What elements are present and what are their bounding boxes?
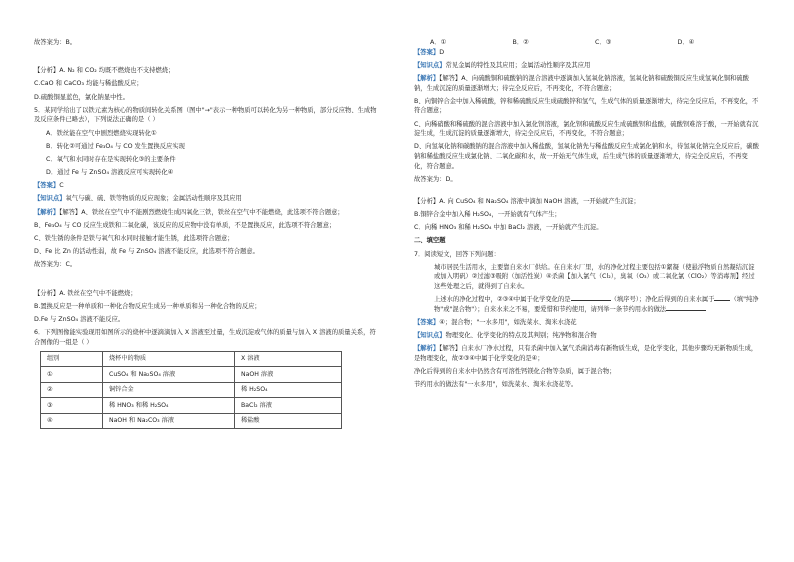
knowledge-text: 常见金属的特性及其应用；金属活动性顺序及其应用 xyxy=(445,61,591,69)
knowledge-label: 【知识点】 xyxy=(34,195,66,203)
final-answer: 故答案为：D。 xyxy=(414,175,457,183)
explanation-label: 【解析】 xyxy=(414,74,440,82)
analysis-line: C．向稀 HNO₃ 和稀 H₂SO₄ 中加 BaCl₂ 溶液，一开始就产生沉淀。 xyxy=(414,224,603,232)
analysis-line: C.CaO 和 CaCO₃ 均能与稀盐酸反应； xyxy=(34,80,143,88)
analysis-line: D.硫酸铜显蓝色，氯化钠显中性。 xyxy=(34,93,130,101)
explanation-line: C、铁生锈的条件是铁与氧气和水同时接触才能生锈，此选项符合题意； xyxy=(34,235,234,243)
knowledge-row xyxy=(414,61,760,71)
explanation-text: 【解答】自来水厂净水过程，只有杀菌中加入氯气杀菌消毒有新物质生成，是化学变化，其他步骤均无新物质生成，是物理变化，故②③④中属于化学变化的是④； xyxy=(414,345,758,362)
answer-row xyxy=(414,318,760,328)
blank-text: （填序号）；净化后得到的自来水属于 xyxy=(610,296,715,304)
answer-label: 【答案】 xyxy=(34,182,60,190)
explanation-row xyxy=(34,208,380,218)
table-cell: BaCl₂ 溶液 xyxy=(235,398,342,414)
explanation-text: 【解答】A、铁丝在空气中不能剧烈燃烧生成四氧化三铁，铁丝在空气中不能燃烧，此选项不符合题意； xyxy=(59,208,344,216)
explanation-row xyxy=(414,74,760,93)
answer-value: D xyxy=(439,48,445,56)
answer-blank xyxy=(666,305,706,311)
explanation-label: 【解析】 xyxy=(34,208,60,216)
table-row xyxy=(41,367,342,383)
table-cell: ③ xyxy=(41,398,103,414)
table-cell: ④ xyxy=(41,413,103,429)
option-a: A．① xyxy=(430,39,447,46)
question-5-stem: 5．某同学给出了以铁元素为核心的物质间转化关系图（图中"→"表示一种物质可以转化为另一种物质，部分反应物、生成物及反应条件已略去），下列说法正确的是（ ） xyxy=(34,106,377,124)
table-cell: 稀 H₂SO₄ xyxy=(235,382,342,398)
table-header-row xyxy=(41,351,342,367)
explanation-row xyxy=(414,344,760,363)
option-b: B．转化②可通过 Fe₃O₄ 与 CO 发生置换反应实现 xyxy=(46,142,185,150)
table-row xyxy=(41,382,342,398)
answer-label: 【答案】 xyxy=(414,318,440,326)
option-d: D．④ xyxy=(677,39,695,46)
explanation-line: D、向氢氧化钠和碳酸钠的混合溶液中加入稀盐酸，氢氧化钠先与稀盐酸反应生成氯化钠和水，待氢氧化钠完全反应后，碳酸钠和稀盐酸反应生成氯化钠、二氧化碳和水，故一开始无气体生成，后生成气体的质量逐渐增大，待完全反应后，不再变化，符合题意。 xyxy=(414,143,759,170)
knowledge-row xyxy=(34,194,380,204)
table-cell: NaOH 溶液 xyxy=(235,367,342,383)
knowledge-text: 氧气与碳、硫、铁等物质的反应现象；金属活动性顺序及其应用 xyxy=(65,195,242,203)
table-header-cell: 组别 xyxy=(41,351,103,367)
table-cell: 稀 HNO₃ 和稀 H₂SO₄ xyxy=(103,398,235,414)
analysis-line: B.铜锌合金中加入稀 H₂SO₄，一开始就有气体产生； xyxy=(414,211,561,219)
blank-text: （填"纯净物"或"混合物"）；自来水来之不易，要爱惜和节约使用，请列举一条节约用水的做法 xyxy=(434,296,759,313)
knowledge-label: 【知识点】 xyxy=(414,61,446,69)
explanation-line: B、向铜锌合金中加入稀硫酸，锌和稀硫酸反应生成硫酸锌和氢气，生成气体的质量逐渐增大，待完全反应后，不再变化，不符合题意； xyxy=(414,97,759,115)
explanation-line: 节约用水的做法有"一水多用"，如洗菜水、淘米水浇花等。 xyxy=(414,381,578,389)
knowledge-label: 【知识点】 xyxy=(414,332,446,340)
option-d: D．通过 Fe 与 ZnSO₄ 溶液反应可实现转化④ xyxy=(46,169,174,177)
question-6-stem: 6．下列图像能实验现用如图所示的烧杯中逐滴滴加入 X 溶液至过量，生成沉淀或气体的质量与加入 X 溶液的质量关系，符合图像的一组是（ ） xyxy=(34,329,376,346)
table-cell: 稀盐酸 xyxy=(235,413,342,429)
explanation-label: 【解析】 xyxy=(414,345,440,353)
answer-blank xyxy=(571,295,611,301)
table-header-cell: X 溶液 xyxy=(235,351,342,367)
answer-row xyxy=(34,181,380,191)
answer-blank xyxy=(714,295,730,301)
option-a: A．铁丝能在空气中剧烈燃烧实现转化① xyxy=(46,129,157,137)
answer-value: C xyxy=(59,182,64,190)
knowledge-text: 物理变化、化学变化的特点及其判别；纯净物和混合物 xyxy=(445,332,597,340)
left-column xyxy=(34,38,380,429)
answer-value: ④；混合物；"一水多用"，如洗菜水、淘米水浇花 xyxy=(439,318,577,326)
explanation-line: B、Fe₃O₄ 与 CO 反应生成铁和二氧化碳，该反应的反应物中没有单质，不是置换反应，此选项不符合题意； xyxy=(34,221,336,229)
final-answer: 故答案为：C。 xyxy=(34,261,77,269)
explanation-line: D、Fe 比 Zn 的活动性弱，故 Fe 与 ZnSO₄ 溶液不能反应，此选项不符合题意。 xyxy=(34,248,259,256)
table-cell: ① xyxy=(41,367,103,383)
table-row xyxy=(41,413,342,429)
table-cell: ② xyxy=(41,382,103,398)
analysis-line: B.置换反应是一种单质和一种化合物反应生成另一种单质和另一种化合物的反应； xyxy=(34,302,261,310)
option-c: C．③ xyxy=(595,39,612,46)
passage-paragraph: 城市居民生活用水，主要靠自来水厂供给。在自来水厂里，水的净化过程主要包括①絮凝（使悬浮物质自然凝结沉淀或加入明矾）②过滤③吸附（加活性炭）④杀菌【加入氯气（Cl₂），臭氧（O₃）或二氧化氯（ClO₂）等消毒剂】经过这些处理之后，就得到了自来水。 xyxy=(434,263,755,290)
option-b: B．② xyxy=(512,39,529,46)
table-cell: 铜锌合金 xyxy=(103,382,235,398)
explanation-line: C、向稀硝酸和稀硫酸的混合溶液中加入氯化钡溶液，氯化钡和硫酸反应生成硫酸钡和盐酸，硫酸钡难溶于酸，一开始就有沉淀生成，生成沉淀的质量逐渐增大，待完全反应后，不再变化，不符合题意； xyxy=(414,120,759,138)
answer-row xyxy=(414,48,760,58)
table-row xyxy=(41,398,342,414)
answer-line: 故答案为：B。 xyxy=(34,39,77,46)
explanation-line: 净化后得到的自来水中仍然含有可溶性钙镁化合物等杂质，属于混合物； xyxy=(414,368,616,376)
table-cell: CuSO₄ 和 Na₂SO₄ 溶液 xyxy=(103,367,235,383)
analysis-line: 【分析】A. N₂ 和 CO₂ 均既不燃烧也不支持燃烧； xyxy=(34,67,175,75)
analysis-line: D.Fe 与 ZnSO₄ 溶液不能反应。 xyxy=(34,315,125,323)
analysis-line: 【分析】A. 铁丝在空气中不能燃烧； xyxy=(34,289,137,297)
experiment-table xyxy=(40,351,342,430)
analysis-line: 【分析】A. 向 CuSO₄ 和 Na₂SO₄ 溶液中滴加 NaOH 溶液，一开始就产生沉淀； xyxy=(414,197,640,205)
table-cell: NaOH 和 Na₂CO₃ 溶液 xyxy=(103,413,235,429)
right-column xyxy=(414,38,760,394)
section-title: 二、填空题 xyxy=(414,237,446,245)
question-6-options xyxy=(414,38,760,48)
explanation-text: 【解答】A、向硫酸铜和硫酸钠的混合溶液中逐滴加入氢氧化钠溶液，氢氧化钠和硫酸铜反应生成氢氧化铜和硫酸钠，生成沉淀的质量逐渐增大；待完全反应后，不再变化，不符合题意； xyxy=(414,74,749,92)
answer-label: 【答案】 xyxy=(414,48,440,56)
table-header-cell: 烧杯中的物质 xyxy=(103,351,235,367)
knowledge-row xyxy=(414,331,760,341)
blank-text: 上述水的净化过程中，②③④中属于化学变化的是 xyxy=(434,296,571,304)
question-7-stem: 7．阅读短文，回答下列问题： xyxy=(414,250,500,258)
option-c: C．氧气和水同时存在是实现转化③的主要条件 xyxy=(46,155,176,163)
question-7-blanks xyxy=(414,295,760,314)
